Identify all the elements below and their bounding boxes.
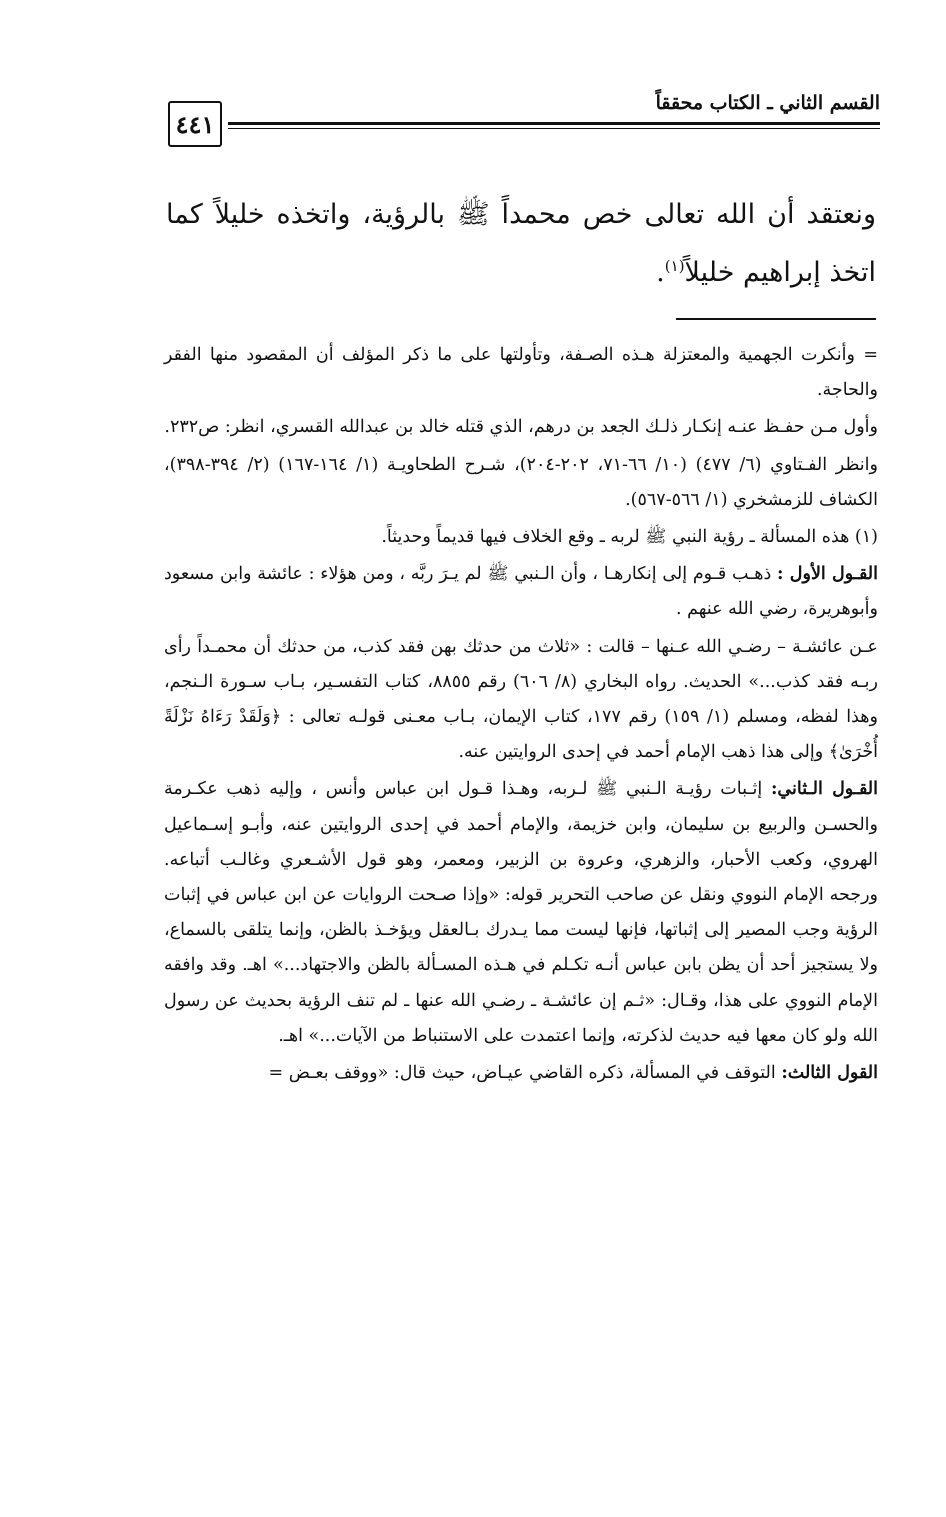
footnote-references: وانظر الفـتاوي (٦/ ٤٧٧) (١٠/ ٦٦-٧١، ٢٠٢-٢٠٤)، شـرح الطحاويـة (١/ ١٦٤-١٦٧) (٢/ ٣٩٤-٣٩٨)، الكشاف للزمشخري (١/ ٥٦٦-٥٦٧).: [164, 454, 878, 510]
footnote-separator: [676, 318, 876, 320]
main-paragraph: [166, 186, 876, 302]
third-opinion-text: التوقف في المسألة، ذكره القاضي عيـاض، حيث قال: «ووقف بعـض =: [268, 1063, 776, 1084]
footnote-aisha-hadith: عـن عائشـة – رضـي الله عـنها – قالت : «ثلاث من حدثك بهن فقد كذب، من حدثك أن محمـداً رأى ربـه فقد كذب...» الحديث. رواه البخاري (٨/ ٦٠٦) رقم ٨٨٥٥، كتاب التفسـير، بـاب سـورة الـنجم، وهذا لفظه، ومسلم (١/ ١٥٩) رقم ١٧٧، كتاب الإيمان، بـاب معـنى قولـه تعالى : ﴿وَلَقَدْ رَءَاهُ نَزْلَةً أُخْرَىٰ﴾ وإلى هذا ذهب الإمام أحمد في إحدى الروايتين عنه.: [164, 636, 878, 763]
footnotes-section: [164, 338, 878, 1093]
main-paragraph-text: ونعتقد أن الله تعالى خص محمداً ﷺ بالرؤية، واتخذه خليلاً كما اتخذ إبراهيم خليلاً: [166, 199, 876, 288]
running-header: القسم الثاني ـ الكتاب محققاً: [655, 92, 880, 114]
second-opinion-text: إثـبات رؤيـة الـنبي ﷺ لـربه، وهـذا قـول ابن عباس وأنس ، وإليه ذهب عكـرمة والحسـن والربيع بن سليمان، وابن خزيمة، والإمام أحمد في إحدى الروايتين عنه، وأبـو إسـماعيل الهروي، وكعب الأحبار، والزهري، وعروة بن الزبير، ومعمر، وهو قول الأشـعري وغالـب أتباعه. ورجحه الإمام النووي ونقل عن صاحب التحرير قوله: «وإذا صـحت الروايات عن ابن عباس في إثبات الرؤية وجب المصير إلى إثباتها، فإنها ليست مما يـدرك بـالعقل ويؤخـذ بالظن، وإنما يتلقى بالسماع، ولا يستجيز أحد أن يظن بابن عباس أنـه تكـلم في هـذه المسـألة بالظن والاجتهاد...» اهـ. وقد وافقه الإمام النووي على هذا، وقـال: «ثـم إن عائشـة ـ رضـي الله عنها ـ لم تنف الرؤية بحديث عن رسول الله ولو كان معها فيه حديث لذكرته، وإنما اعتمدت على الاستنباط من الآيات...» اهـ.: [164, 779, 878, 1046]
footnote-1-intro: (١) هذه المسألة ـ رؤية النبي ﷺ لربه ـ وقع الخلاف فيها قديماً وحديثاً.: [381, 527, 878, 548]
first-opinion-label: القـول الأول :: [777, 564, 878, 585]
first-opinion-text: ذهـب قـوم إلى إنكارهـا ، وأن الـنبي ﷺ لم يـرَ ربَّه ، ومن هؤلاء : عائشة وابن مسعود وأبوهريرة، رضي الله عنهم .: [164, 564, 878, 620]
page-number: ٤٤١: [168, 101, 222, 147]
third-opinion-label: القول الثالث:: [781, 1063, 878, 1084]
header-rule: [228, 122, 880, 125]
footnote-reference: (١): [664, 257, 685, 275]
header-rule-thin: [228, 128, 880, 129]
footnote-second-opinion: [164, 772, 878, 1054]
footnote-third-opinion: [164, 1056, 878, 1091]
footnote-jad-ibn-dirham: وأول مـن حفـظ عنـه إنكـار ذلـك الجعد بن درهم، الذي قتله خالد بن عبدالله القسري، انظر: ص٢٣٢.: [164, 417, 878, 438]
second-opinion-label: القـول الـثاني:: [770, 779, 878, 800]
footnote-continuation-jahmiyya: = وأنكرت الجهمية والمعتزلة هـذه الصـفة، وتأولتها على ما ذكر المؤلف أن المقصود منها الفقر والحاجة.: [164, 345, 878, 401]
main-paragraph-end: .: [656, 257, 665, 288]
footnote-first-opinion: [164, 557, 878, 627]
